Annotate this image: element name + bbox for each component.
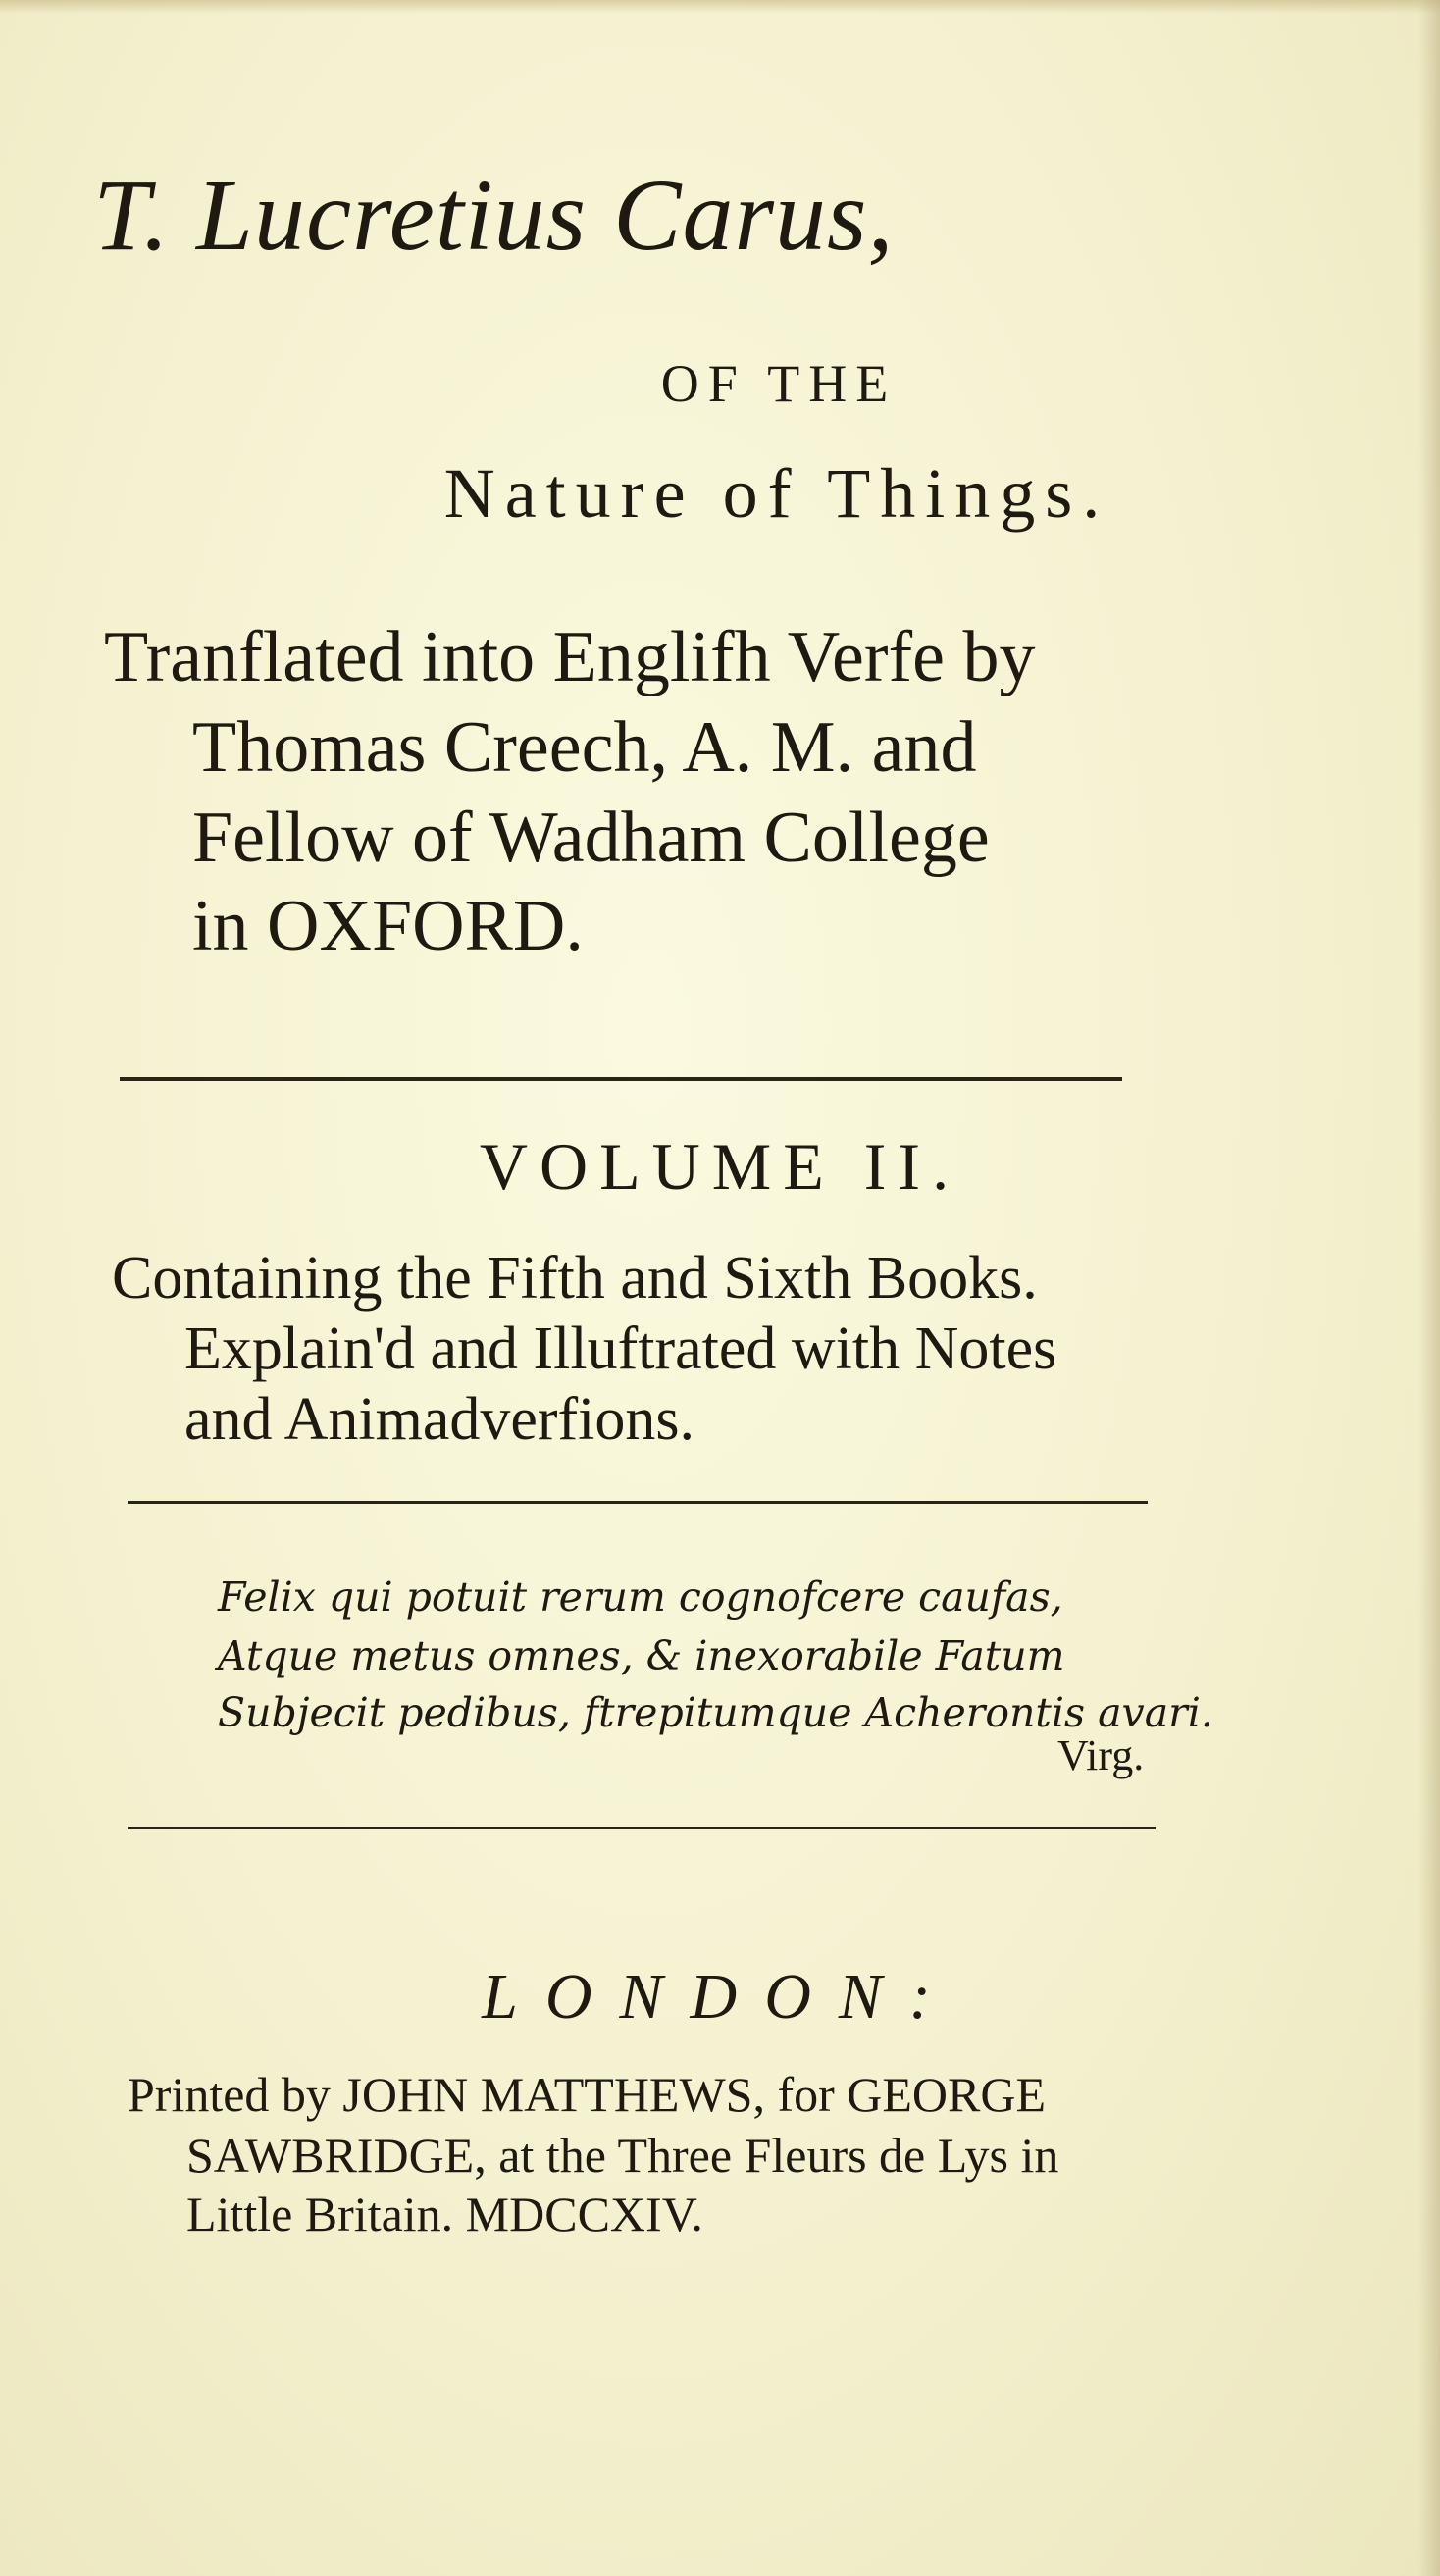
contents-line: Containing the Fifth and Sixth Books. <box>112 1245 1038 1312</box>
divider-rule <box>128 1501 1148 1504</box>
contents-line: and Animadverfions. <box>184 1386 695 1453</box>
motto-line: Subjecit pedibus, ftrepitumque Acherontis avari. <box>218 1689 1213 1736</box>
translation-line: Thomas Creech, A. M. and <box>192 707 977 788</box>
divider-rule <box>120 1077 1122 1081</box>
imprint-line: Printed by JOHN MATTHEWS, for GEORGE <box>128 2067 1047 2122</box>
motto-line: Atque metus omnes, & inexorabile Fatum <box>218 1632 1065 1679</box>
imprint-line: SAWBRIDGE, at the Three Fleurs de Lys in <box>186 2128 1059 2183</box>
imprint-city: LONDON: <box>482 1961 958 2033</box>
of-the-line: OF THE <box>660 354 898 413</box>
book-title: Nature of Things. <box>443 454 1110 533</box>
translation-line: Tranflated into Englifh Verfe by <box>104 617 1036 697</box>
translation-line: Fellow of Wadham College <box>192 798 990 878</box>
translation-line: in OXFORD. <box>192 886 584 966</box>
contents-line: Explain'd and Illuftrated with Notes <box>184 1315 1057 1382</box>
divider-rule <box>128 1827 1156 1829</box>
motto-attribution: Virg. <box>1057 1731 1145 1779</box>
volume-heading: VOLUME II. <box>479 1129 961 1204</box>
motto-line: Felix qui potuit rerum cognofcere caufas, <box>218 1573 1063 1621</box>
page-top-edge <box>0 0 1440 14</box>
author-name: T. Lucretius Carus, <box>93 159 895 272</box>
imprint-line: Little Britain. MDCCXIV. <box>186 2187 703 2241</box>
